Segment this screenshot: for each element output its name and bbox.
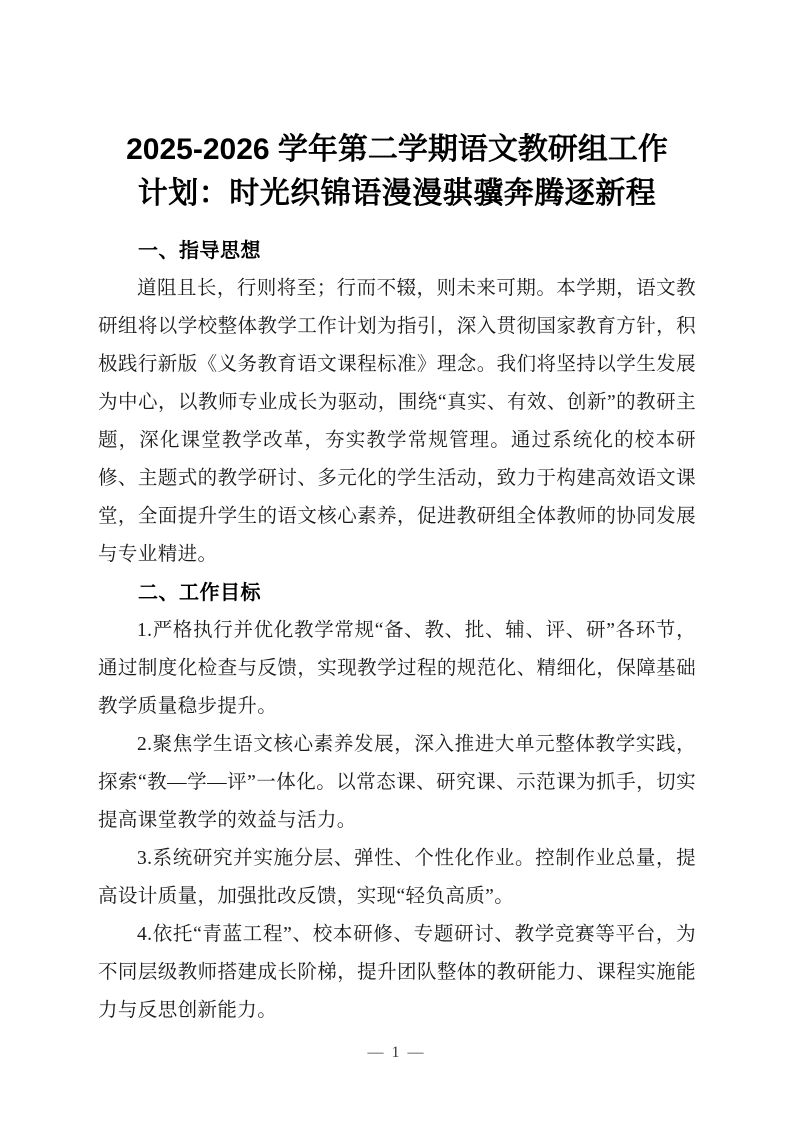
- paragraph-objective-4: 4.依托“青蓝工程”、校本研修、专题研讨、教学竞赛等平台，为不同层级教师搭建成长阶梯，提升团队整体的教研能力、课程实施能力与反思创新能力。: [98, 924, 696, 1021]
- section-heading-guiding-ideology: 一、指导思想: [138, 240, 261, 262]
- paragraph-guiding-ideology: 道阻且长，行则将至；行而不辍，则未来可期。本学期，语文教研组将以学校整体教学工作计划为指引，深入贯彻国家教育方针，积极践行新版《义务教育语文课程标准》理念。我们将坚持以学生发展为中心，以教师专业成长为驱动，围绕“真实、有效、创新”的教研主题，深化课堂教学改革，夯实教学常规管理。通过系统化的校本研修、主题式的教学研讨、多元化的学生活动，致力于构建高效语文课堂，全面提升学生的语文核心素养，促进教研组全体教师的协同发展与专业精进。: [98, 278, 696, 565]
- document-body: [98, 232, 696, 1030]
- page-number-label: — 1 —: [367, 1044, 426, 1061]
- page-title-line-2: 计划：时光织锦语漫漫骐骥奔腾逐新程: [137, 177, 657, 211]
- page-title: [98, 128, 696, 216]
- section-heading-work-objectives: 二、工作目标: [138, 582, 261, 604]
- page-number-footer: [0, 1043, 793, 1063]
- paragraph-objective-3: 3.系统研究并实施分层、弹性、个性化作业。控制作业总量，提高设计质量，加强批改反馈，实现“轻负高质”。: [98, 848, 696, 907]
- paragraph-objective-2: 2.聚焦学生语文核心素养发展，深入推进大单元整体教学实践，探索“教—学—评”一体化。以常态课、研究课、示范课为抓手，切实提高课堂教学的效益与活力。: [98, 734, 696, 831]
- paragraph-objective-1: 1.严格执行并优化教学常规“备、教、批、辅、评、研”各环节，通过制度化检查与反馈，实现教学过程的规范化、精细化，保障基础教学质量稳步提升。: [98, 620, 696, 717]
- page-title-line-1: 2025-2026 学年第二学期语文教研组工作: [126, 133, 668, 167]
